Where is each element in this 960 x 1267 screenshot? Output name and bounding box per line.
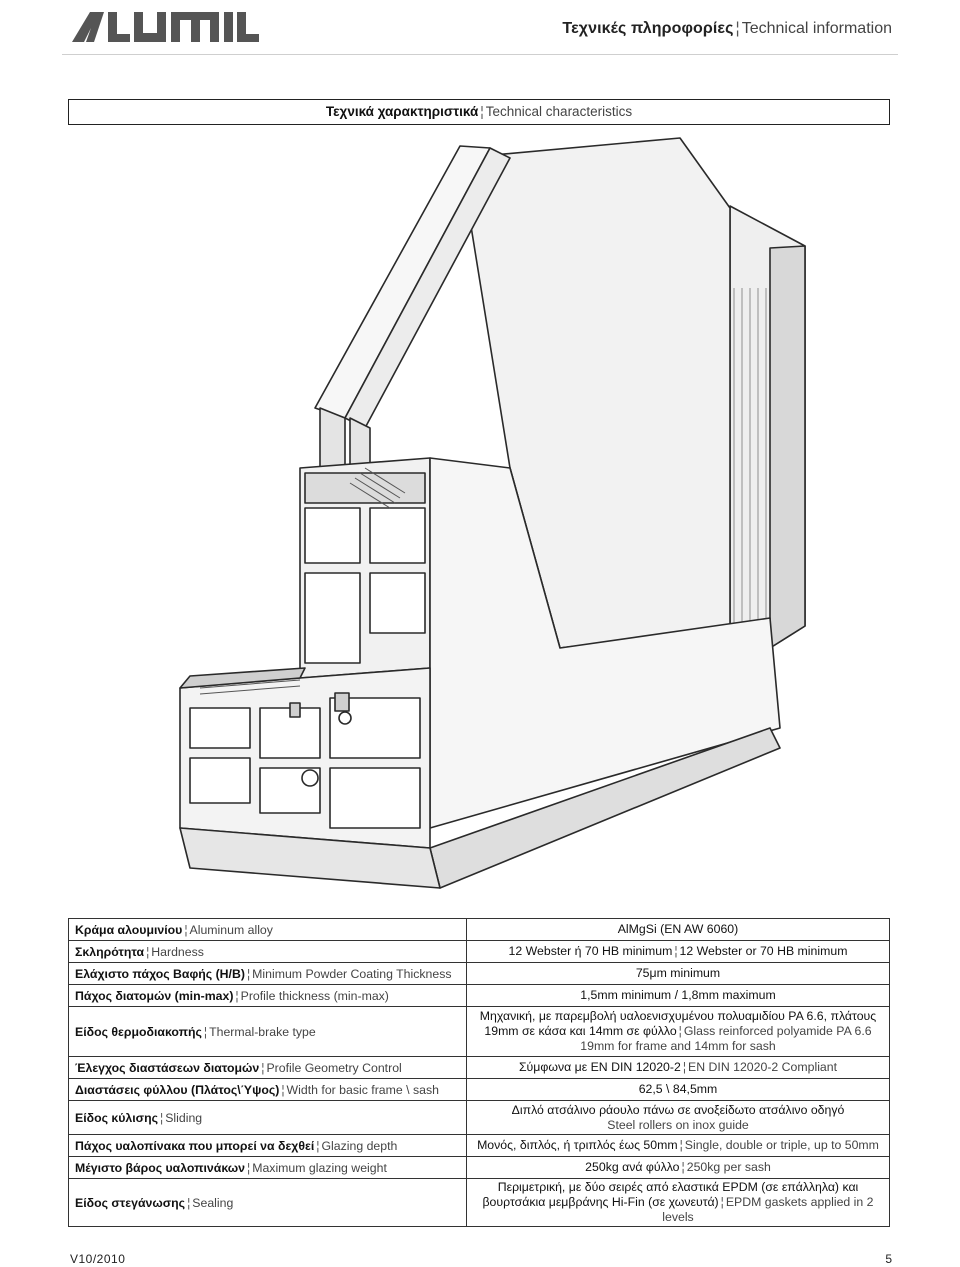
spec-value-greek: Μονός, διπλός, ή τριπλός έως 50mm <box>477 1138 678 1152</box>
spec-value-line <box>473 1195 883 1225</box>
spec-value-greek: Σύμφωνα με EN DIN 12020-2 <box>518 1060 681 1074</box>
separator: ¦ <box>246 966 251 981</box>
spec-label-greek: Μέγιστο βάρος υαλοπινάκων <box>75 1160 246 1175</box>
spec-value: 75μm minimum <box>467 963 890 985</box>
spec-value-line: Διπλό ατσάλινο ράουλο πάνω σε ανοξείδωτο ατσάλινο οδηγό <box>511 1102 845 1117</box>
separator: ¦ <box>682 1060 687 1074</box>
spec-value <box>467 1007 890 1057</box>
spec-label-greek: Σκληρότητα <box>75 944 145 959</box>
spec-label-english: Width for basic frame \ sash <box>286 1082 439 1097</box>
spec-label-greek: Διαστάσεις φύλλου (Πλάτος\Ύψος) <box>75 1082 280 1097</box>
spec-label-english: Profile thickness (min-max) <box>240 988 389 1003</box>
spec-value-line: Περιμετρική, με δύο σειρές από ελαστικά EPDM (σε επάλληλα) και <box>497 1180 859 1194</box>
tc-title-greek: Τεχνικά χαρακτηριστικά <box>325 104 479 119</box>
spec-value-greek: βουρτσάκια μεμβράνης Hi-Fin (σε χωνευτά) <box>482 1195 719 1209</box>
spec-label-english: Minimum Powder Coating Thickness <box>252 966 452 981</box>
spec-label-greek: Είδος στεγάνωσης <box>75 1195 186 1210</box>
technical-characteristics-title <box>68 99 890 125</box>
spec-value-english: Single, double or triple, up to 50mm <box>684 1138 879 1152</box>
separator: ¦ <box>235 988 239 1003</box>
separator: ¦ <box>681 1160 685 1174</box>
spec-value: 1,5mm minimum / 1,8mm maximum <box>467 985 890 1007</box>
spec-label <box>69 1179 467 1227</box>
spec-label-greek: Κράμα αλουμινίου <box>75 922 183 937</box>
separator: ¦ <box>247 1160 251 1175</box>
spec-row-hardness <box>69 941 890 963</box>
spec-row-glazing-weight <box>69 1157 890 1179</box>
sliding-window-profile-drawing <box>130 128 830 906</box>
separator: ¦ <box>281 1082 285 1097</box>
spec-label-english: Glazing depth <box>321 1138 398 1153</box>
spec-label <box>69 963 467 985</box>
separator: ¦ <box>146 944 150 959</box>
page-header-title <box>562 20 892 38</box>
separator: ¦ <box>720 1195 724 1209</box>
header-title-greek: Τεχνικές πληροφορίες <box>562 20 734 37</box>
spec-label-english: Sealing <box>192 1195 234 1210</box>
spec-label-english: Aluminum alloy <box>189 922 273 937</box>
spec-label-greek: Είδος θερμοδιακοπής <box>75 1024 202 1039</box>
spec-value-line: 19mm for frame and 14mm for sash <box>580 1039 776 1053</box>
header-title-english: Technical information <box>741 20 892 37</box>
spec-value-greek: 19mm σε κάσα και 14mm σε φύλλο <box>484 1024 677 1038</box>
separator: ¦ <box>160 1110 164 1125</box>
spec-row-glazing-depth <box>69 1135 890 1157</box>
spec-label <box>69 1101 467 1135</box>
spec-label-english: Maximum glazing weight <box>252 1160 387 1175</box>
spec-label-english: Sliding <box>165 1110 203 1125</box>
spec-row-sliding <box>69 1101 890 1135</box>
spec-value <box>467 1057 890 1079</box>
spec-label-english: Thermal-brake type <box>209 1024 316 1039</box>
spec-value: 62,5 \ 84,5mm <box>467 1079 890 1101</box>
separator: ¦ <box>184 922 188 937</box>
spec-label-greek: Είδος κύλισης <box>75 1110 158 1125</box>
spec-value-greek: 12 Webster ή 70 HB minimum <box>508 944 673 958</box>
spec-row-aluminum-alloy <box>69 919 890 941</box>
spec-value-greek: 250kg ανά φύλλο <box>585 1160 680 1174</box>
spec-row-geometry-control <box>69 1057 890 1079</box>
separator: ¦ <box>678 1024 682 1038</box>
separator: ¦ <box>480 104 484 119</box>
spec-label <box>69 1157 467 1179</box>
spec-label <box>69 919 467 941</box>
separator: ¦ <box>679 1138 683 1152</box>
technical-specifications-table <box>68 918 890 1227</box>
separator: ¦ <box>203 1024 208 1039</box>
spec-value <box>467 1157 890 1179</box>
spec-value-line <box>473 1024 883 1039</box>
spec-label-english: Profile Geometry Control <box>266 1060 402 1075</box>
spec-value-line: Μηχανική, με παρεμβολή υαλοενισχυμένου πολυαμιδίου PA 6.6, πλάτους <box>479 1009 877 1023</box>
spec-value-english: 12 Webster or 70 HB minimum <box>679 944 848 958</box>
spec-value-english: EPDM gaskets applied in 2 levels <box>662 1195 874 1224</box>
spec-value-english: Glass reinforced polyamide PA 6.6 <box>683 1024 872 1038</box>
tc-title-english: Technical characteristics <box>485 104 633 119</box>
spec-label <box>69 1057 467 1079</box>
document-version: V10/2010 <box>70 1252 126 1266</box>
spec-value <box>467 941 890 963</box>
page-number: 5 <box>885 1252 892 1266</box>
spec-label-english: Hardness <box>151 944 204 959</box>
spec-label-greek: Ελάχιστο πάχος Βαφής (H/B) <box>75 966 245 981</box>
separator: ¦ <box>674 944 678 958</box>
spec-value-line: Steel rollers on inox guide <box>607 1117 749 1132</box>
spec-label-greek: Πάχος διατομών (min-max) <box>75 988 234 1003</box>
spec-value <box>467 1135 890 1157</box>
spec-label <box>69 1079 467 1101</box>
spec-row-sash-dimensions <box>69 1079 890 1101</box>
spec-label-greek: Πάχος υαλοπίνακα που μπορεί να δεχθεί <box>75 1138 315 1153</box>
separator: ¦ <box>316 1138 320 1153</box>
spec-row-thermal-brake <box>69 1007 890 1057</box>
separator: ¦ <box>735 20 740 37</box>
spec-label-greek: Έλεγχος διαστάσεων διατομών <box>75 1060 260 1075</box>
spec-label <box>69 1135 467 1157</box>
spec-value-english: EN DIN 12020-2 Compliant <box>688 1060 838 1074</box>
spec-value <box>467 1179 890 1227</box>
spec-row-profile-thickness <box>69 985 890 1007</box>
spec-value-english: 250kg per sash <box>686 1160 771 1174</box>
spec-label <box>69 985 467 1007</box>
spec-row-powder-coating <box>69 963 890 985</box>
separator: ¦ <box>261 1060 265 1075</box>
spec-value <box>467 1101 890 1135</box>
alumil-logo <box>70 8 260 44</box>
spec-label <box>69 1007 467 1057</box>
spec-label <box>69 941 467 963</box>
header-divider <box>62 54 898 55</box>
spec-value: AlMgSi (EN AW 6060) <box>467 919 890 941</box>
spec-row-sealing <box>69 1179 890 1227</box>
separator: ¦ <box>187 1195 191 1210</box>
